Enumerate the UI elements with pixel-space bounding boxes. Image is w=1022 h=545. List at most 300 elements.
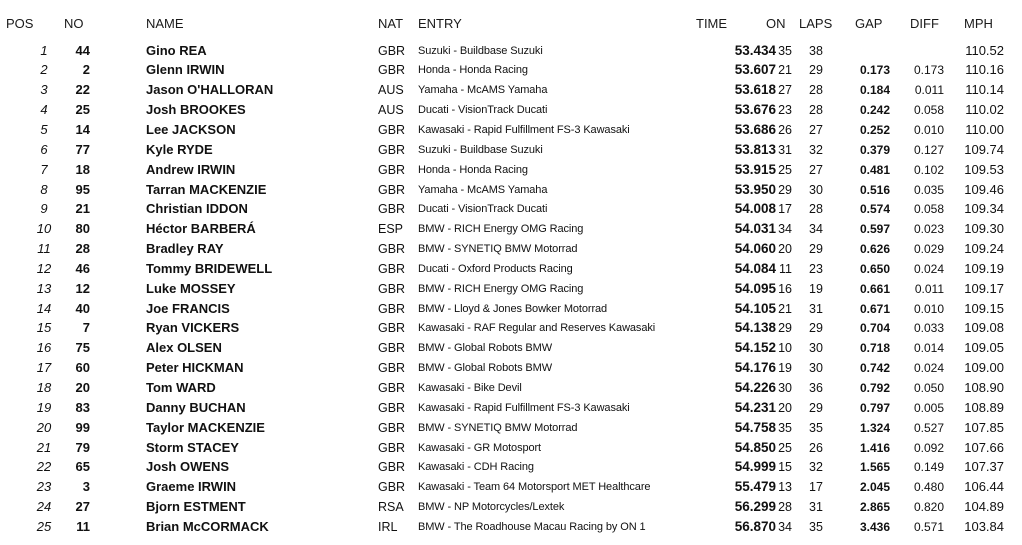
cell-time: 54.152 <box>734 340 776 356</box>
cell-pos: 4 <box>40 102 48 118</box>
cell-mph: 109.08 <box>964 320 1004 336</box>
cell-laps: 35 <box>809 519 823 534</box>
cell-gap: 0.481 <box>859 162 890 177</box>
cell-gap: 2.045 <box>859 480 890 495</box>
cell-no: 79 <box>75 439 90 455</box>
cell-time: 53.686 <box>734 121 776 137</box>
table-row <box>0 378 1022 398</box>
cell-pos: 15 <box>36 320 52 336</box>
cell-gap: 1.565 <box>859 460 890 475</box>
cell-nat: GBR <box>378 162 406 177</box>
cell-on: 16 <box>778 281 792 296</box>
cell-laps: 31 <box>809 500 823 515</box>
cell-on: 20 <box>778 242 792 256</box>
cell-gap: 0.379 <box>859 142 890 157</box>
header-time: TIME <box>696 16 728 31</box>
cell-time: 53.813 <box>734 141 776 157</box>
cell-gap: 0.242 <box>859 103 890 118</box>
cell-no: 44 <box>75 42 90 58</box>
cell-mph: 109.53 <box>964 161 1004 177</box>
cell-mph: 107.66 <box>964 439 1004 455</box>
cell-nat: GBR <box>378 301 406 316</box>
header-diff: DIFF <box>910 16 939 31</box>
cell-on: 21 <box>778 63 792 78</box>
cell-mph: 103.84 <box>964 518 1004 534</box>
cell-on: 34 <box>778 222 792 237</box>
cell-gap: 0.173 <box>859 63 890 78</box>
cell-nat: GBR <box>378 420 406 435</box>
cell-name: Kyle RYDE <box>146 141 213 157</box>
cell-pos: 14 <box>36 300 52 316</box>
cell-name: Peter HICKMAN <box>146 360 244 376</box>
cell-pos: 11 <box>37 241 51 256</box>
cell-diff: 0.127 <box>913 142 944 157</box>
cell-nat: ESP <box>378 222 404 237</box>
cell-mph: 110.02 <box>965 102 1004 118</box>
cell-entry: Kawasaki - Rapid Fulfillment FS-3 Kawasaki <box>418 123 630 136</box>
cell-name: Tarran MACKENZIE <box>146 181 267 197</box>
cell-mph: 109.46 <box>964 181 1004 197</box>
cell-name: Alex OLSEN <box>146 340 222 356</box>
table-row <box>0 80 1022 100</box>
header-nat: NAT <box>378 16 404 31</box>
cell-mph: 110.14 <box>965 82 1004 98</box>
table-row <box>0 398 1022 418</box>
cell-laps: 34 <box>809 222 823 237</box>
cell-on: 11 <box>779 261 792 276</box>
cell-nat: GBR <box>378 480 406 495</box>
cell-no: 83 <box>75 399 90 415</box>
cell-nat: AUS <box>378 103 404 118</box>
cell-no: 22 <box>75 82 90 98</box>
cell-time: 54.758 <box>734 419 776 435</box>
cell-nat: GBR <box>378 182 406 197</box>
table-row <box>0 457 1022 477</box>
cell-nat: GBR <box>378 202 406 217</box>
header-laps: LAPS <box>799 16 833 31</box>
cell-gap: 0.704 <box>859 321 890 336</box>
table-row <box>0 41 1022 61</box>
cell-gap: 0.626 <box>859 242 890 256</box>
cell-no: 14 <box>75 121 90 137</box>
cell-mph: 108.90 <box>964 380 1004 395</box>
cell-no: 99 <box>75 419 90 435</box>
cell-name: Brian McCORMACK <box>146 518 269 534</box>
cell-mph: 106.44 <box>964 479 1004 495</box>
cell-pos: 9 <box>40 201 48 217</box>
cell-pos: 16 <box>36 340 52 356</box>
cell-no: 27 <box>75 499 90 515</box>
cell-laps: 28 <box>809 83 823 98</box>
cell-on: 25 <box>778 440 792 455</box>
cell-laps: 30 <box>809 361 823 376</box>
cell-laps: 19 <box>809 281 823 296</box>
cell-laps: 29 <box>809 321 823 336</box>
cell-gap: 0.574 <box>859 202 890 217</box>
cell-laps: 32 <box>809 142 823 157</box>
cell-pos: 23 <box>36 479 52 495</box>
cell-on: 31 <box>778 142 792 157</box>
cell-entry: Kawasaki - RAF Regular and Reserves Kawasaki <box>418 322 656 335</box>
cell-laps: 27 <box>809 162 823 177</box>
table-row <box>0 418 1022 438</box>
table-row <box>0 199 1022 219</box>
table-row <box>0 140 1022 160</box>
cell-on: 34 <box>778 519 792 534</box>
cell-laps: 30 <box>809 182 823 197</box>
cell-time: 53.676 <box>734 102 776 118</box>
cell-time: 54.850 <box>734 439 776 455</box>
cell-diff <box>894 41 944 61</box>
cell-name: Ryan VICKERS <box>146 320 240 336</box>
cell-laps: 28 <box>809 202 823 217</box>
table-row <box>0 239 1022 259</box>
cell-diff: 0.035 <box>913 182 944 197</box>
cell-diff: 0.571 <box>913 519 944 534</box>
cell-no: 20 <box>75 380 90 395</box>
cell-laps: 32 <box>809 460 823 475</box>
cell-diff: 0.527 <box>913 420 944 435</box>
cell-on: 13 <box>778 480 792 495</box>
cell-name: Tom WARD <box>146 380 216 395</box>
cell-pos: 3 <box>40 82 48 98</box>
table-row <box>0 279 1022 299</box>
cell-gap: 0.718 <box>859 341 890 356</box>
cell-gap: 2.865 <box>859 500 890 515</box>
header-gap: GAP <box>855 16 883 31</box>
cell-no: 65 <box>75 459 90 475</box>
cell-laps: 30 <box>809 341 823 356</box>
table-row <box>0 160 1022 180</box>
cell-diff: 0.010 <box>913 122 944 137</box>
cell-diff: 0.033 <box>913 321 944 336</box>
cell-time: 54.008 <box>734 201 776 217</box>
cell-no: 80 <box>75 221 90 237</box>
table-row <box>0 497 1022 517</box>
cell-no: 25 <box>75 102 90 118</box>
cell-diff: 0.024 <box>913 261 944 276</box>
cell-time: 54.138 <box>734 320 776 336</box>
cell-diff: 0.149 <box>913 460 944 475</box>
cell-nat: GBR <box>378 242 406 256</box>
cell-on: 23 <box>778 103 792 118</box>
header-entry: ENTRY <box>418 16 462 31</box>
cell-pos: 10 <box>36 221 52 237</box>
cell-gap: 1.416 <box>859 440 890 455</box>
cell-on: 20 <box>778 400 792 415</box>
cell-name: Bjorn ESTMENT <box>146 499 246 515</box>
table-row <box>0 438 1022 458</box>
cell-nat: AUS <box>378 83 404 98</box>
cell-mph: 109.17 <box>964 280 1004 296</box>
cell-entry: Kawasaki - GR Motosport <box>418 441 542 454</box>
cell-time: 54.031 <box>734 221 776 237</box>
cell-on: 25 <box>778 162 792 177</box>
cell-name: Gino REA <box>146 42 207 58</box>
cell-no: 75 <box>75 340 90 356</box>
header-pos: POS <box>6 16 34 31</box>
cell-mph: 107.37 <box>964 459 1004 475</box>
cell-entry: Kawasaki - Bike Devil <box>418 382 522 394</box>
cell-entry: BMW - Lloyd & Jones Bowker Motorrad <box>418 302 608 315</box>
cell-diff: 0.058 <box>913 202 944 217</box>
cell-mph: 109.00 <box>964 360 1004 376</box>
cell-diff: 0.023 <box>913 222 944 237</box>
cell-pos: 7 <box>40 161 48 177</box>
cell-name: Taylor MACKENZIE <box>146 419 265 435</box>
cell-laps: 38 <box>809 43 823 58</box>
cell-pos: 8 <box>40 181 48 197</box>
cell-mph: 109.05 <box>964 340 1004 356</box>
cell-entry: Ducati - VisionTrack Ducati <box>418 203 548 216</box>
cell-entry: BMW - The Roadhouse Macau Racing by ON 1 <box>418 520 646 533</box>
cell-pos: 2 <box>40 62 48 78</box>
cell-on: 17 <box>778 202 792 217</box>
cell-nat: GBR <box>378 63 406 78</box>
cell-no: 77 <box>75 141 90 157</box>
cell-on: 27 <box>778 83 792 98</box>
table-row <box>0 318 1022 338</box>
cell-gap: 0.516 <box>859 182 890 197</box>
cell-nat: GBR <box>378 122 406 137</box>
cell-diff: 0.005 <box>913 400 944 415</box>
cell-name: Lee JACKSON <box>146 121 236 137</box>
cell-gap: 0.650 <box>859 261 890 276</box>
cell-entry: Honda - Honda Racing <box>418 64 528 77</box>
cell-entry: BMW - NP Motorcycles/Lextek <box>418 501 565 514</box>
table-row <box>0 358 1022 378</box>
cell-laps: 29 <box>809 63 823 78</box>
cell-nat: GBR <box>378 400 406 415</box>
cell-entry: Kawasaki - Rapid Fulfillment FS-3 Kawasaki <box>418 401 630 414</box>
table-row <box>0 219 1022 239</box>
cell-laps: 27 <box>809 122 823 137</box>
cell-no: 60 <box>75 360 90 376</box>
header-on: ON <box>766 16 786 31</box>
cell-no: 11 <box>76 518 90 534</box>
cell-mph: 109.34 <box>964 201 1004 217</box>
cell-time: 55.479 <box>734 479 776 495</box>
cell-name: Bradley RAY <box>146 241 224 256</box>
cell-on: 29 <box>778 182 792 197</box>
cell-nat: GBR <box>378 142 406 157</box>
cell-gap <box>836 41 890 61</box>
cell-nat: GBR <box>378 261 406 276</box>
cell-nat: GBR <box>378 440 406 455</box>
cell-gap: 0.184 <box>859 83 890 98</box>
cell-diff: 0.010 <box>913 301 944 316</box>
cell-name: Josh BROOKES <box>146 102 246 118</box>
table-header <box>0 14 1022 34</box>
cell-diff: 0.102 <box>913 162 944 177</box>
cell-time: 54.095 <box>734 280 776 296</box>
cell-diff: 0.024 <box>913 361 944 376</box>
cell-diff: 0.011 <box>914 83 944 98</box>
cell-time: 53.915 <box>734 161 776 177</box>
cell-time: 54.999 <box>734 459 776 475</box>
cell-entry: BMW - RICH Energy OMG Racing <box>418 223 584 236</box>
header-mph: MPH <box>964 16 993 31</box>
cell-gap: 0.671 <box>859 301 890 316</box>
cell-gap: 1.324 <box>859 420 890 435</box>
cell-no: 46 <box>75 260 90 276</box>
cell-on: 10 <box>778 341 792 356</box>
cell-gap: 0.792 <box>859 381 890 395</box>
cell-diff: 0.011 <box>914 281 944 296</box>
cell-no: 18 <box>75 161 90 177</box>
cell-pos: 17 <box>36 360 52 376</box>
cell-gap: 0.742 <box>859 361 890 376</box>
cell-pos: 18 <box>36 380 52 395</box>
cell-mph: 109.24 <box>964 241 1004 256</box>
cell-diff: 0.058 <box>913 103 944 118</box>
cell-entry: Honda - Honda Racing <box>418 163 528 176</box>
table-row <box>0 60 1022 80</box>
cell-entry: Kawasaki - Team 64 Motorsport MET Healthcare <box>418 481 651 494</box>
cell-nat: GBR <box>378 460 406 475</box>
cell-time: 54.231 <box>734 399 776 415</box>
cell-pos: 12 <box>36 260 52 276</box>
cell-mph: 110.16 <box>965 62 1004 78</box>
cell-no: 12 <box>75 280 90 296</box>
cell-nat: IRL <box>378 519 398 534</box>
cell-laps: 17 <box>809 480 823 495</box>
header-name: NAME <box>146 16 184 31</box>
cell-mph: 109.30 <box>964 221 1004 237</box>
table-row <box>0 299 1022 319</box>
cell-laps: 29 <box>809 242 823 256</box>
cell-name: Josh OWENS <box>146 459 230 475</box>
cell-time: 53.950 <box>734 181 776 197</box>
cell-entry: BMW - SYNETIQ BMW Motorrad <box>418 421 578 434</box>
cell-name: Glenn IRWIN <box>146 62 225 78</box>
cell-pos: 25 <box>36 518 52 534</box>
cell-entry: BMW - Global Robots BMW <box>418 342 553 355</box>
cell-laps: 36 <box>809 381 823 395</box>
cell-no: 7 <box>82 320 90 336</box>
cell-entry: Yamaha - McAMS Yamaha <box>418 183 548 196</box>
cell-pos: 13 <box>36 280 52 296</box>
cell-gap: 0.797 <box>859 400 890 415</box>
cell-diff: 0.820 <box>913 500 944 515</box>
cell-laps: 26 <box>809 440 823 455</box>
cell-nat: GBR <box>378 321 406 336</box>
table-row <box>0 517 1022 537</box>
cell-diff: 0.050 <box>913 381 944 395</box>
cell-pos: 1 <box>40 42 48 58</box>
cell-pos: 5 <box>40 121 48 137</box>
cell-pos: 19 <box>36 399 52 415</box>
cell-name: Andrew IRWIN <box>146 161 236 177</box>
cell-on: 19 <box>778 361 792 376</box>
cell-nat: GBR <box>378 361 406 376</box>
cell-on: 15 <box>778 460 792 475</box>
cell-laps: 23 <box>809 261 823 276</box>
cell-on: 26 <box>778 122 792 137</box>
cell-time: 54.176 <box>734 360 776 376</box>
cell-time: 56.870 <box>734 518 776 534</box>
cell-time: 54.060 <box>734 241 776 256</box>
cell-name: Luke MOSSEY <box>146 280 236 296</box>
cell-diff: 0.173 <box>913 63 944 78</box>
cell-name: Tommy BRIDEWELL <box>146 260 273 276</box>
cell-mph: 109.74 <box>964 141 1004 157</box>
table-row <box>0 338 1022 358</box>
cell-laps: 31 <box>809 301 823 316</box>
cell-entry: Ducati - VisionTrack Ducati <box>418 104 548 117</box>
cell-mph: 104.89 <box>964 499 1004 515</box>
cell-nat: GBR <box>378 341 406 356</box>
cell-diff: 0.014 <box>913 341 944 356</box>
cell-on: 30 <box>778 381 792 395</box>
cell-time: 53.607 <box>734 62 776 78</box>
cell-entry: Kawasaki - CDH Racing <box>418 461 534 474</box>
cell-time: 53.618 <box>734 82 776 98</box>
cell-on: 35 <box>778 43 792 58</box>
cell-diff: 0.029 <box>913 242 944 256</box>
cell-no: 3 <box>82 479 90 495</box>
table-row <box>0 477 1022 497</box>
cell-nat: GBR <box>378 381 406 395</box>
cell-on: 28 <box>778 500 792 515</box>
table-row <box>0 259 1022 279</box>
cell-entry: Yamaha - McAMS Yamaha <box>418 84 548 97</box>
cell-entry: Suzuki - Buildbase Suzuki <box>418 143 543 156</box>
cell-no: 21 <box>75 201 90 217</box>
cell-pos: 6 <box>40 141 48 157</box>
cell-mph: 107.85 <box>964 419 1004 435</box>
cell-name: Joe FRANCIS <box>146 300 230 316</box>
cell-no: 2 <box>82 62 90 78</box>
cell-entry: Ducati - Oxford Products Racing <box>418 262 573 275</box>
cell-name: Héctor BARBERÁ <box>146 221 256 237</box>
table-row <box>0 100 1022 120</box>
cell-time: 53.434 <box>734 42 776 58</box>
cell-gap: 3.436 <box>859 519 890 534</box>
cell-mph: 110.52 <box>965 42 1004 58</box>
cell-time: 54.226 <box>734 380 776 395</box>
cell-laps: 29 <box>809 400 823 415</box>
cell-on: 35 <box>778 420 792 435</box>
cell-nat: GBR <box>378 43 406 58</box>
cell-diff: 0.092 <box>913 440 944 455</box>
cell-pos: 22 <box>36 459 52 475</box>
cell-name: Graeme IRWIN <box>146 479 237 495</box>
cell-name: Christian IDDON <box>146 201 248 217</box>
cell-name: Danny BUCHAN <box>146 399 246 415</box>
cell-laps: 28 <box>809 103 823 118</box>
cell-pos: 24 <box>36 499 52 515</box>
cell-diff: 0.480 <box>913 480 944 495</box>
cell-nat: GBR <box>378 281 406 296</box>
cell-mph: 110.00 <box>965 121 1004 137</box>
cell-no: 28 <box>75 241 90 256</box>
cell-gap: 0.252 <box>859 122 890 137</box>
cell-no: 95 <box>75 181 90 197</box>
cell-on: 21 <box>778 301 792 316</box>
table-row <box>0 120 1022 140</box>
cell-time: 56.299 <box>734 499 776 515</box>
cell-time: 54.084 <box>734 260 776 276</box>
cell-no: 40 <box>75 300 90 316</box>
cell-name: Storm STACEY <box>146 439 239 455</box>
cell-mph: 108.89 <box>964 399 1004 415</box>
cell-pos: 21 <box>36 439 52 455</box>
cell-pos: 20 <box>36 419 52 435</box>
cell-laps: 35 <box>809 420 823 435</box>
table-row <box>0 180 1022 200</box>
cell-gap: 0.597 <box>859 222 890 237</box>
